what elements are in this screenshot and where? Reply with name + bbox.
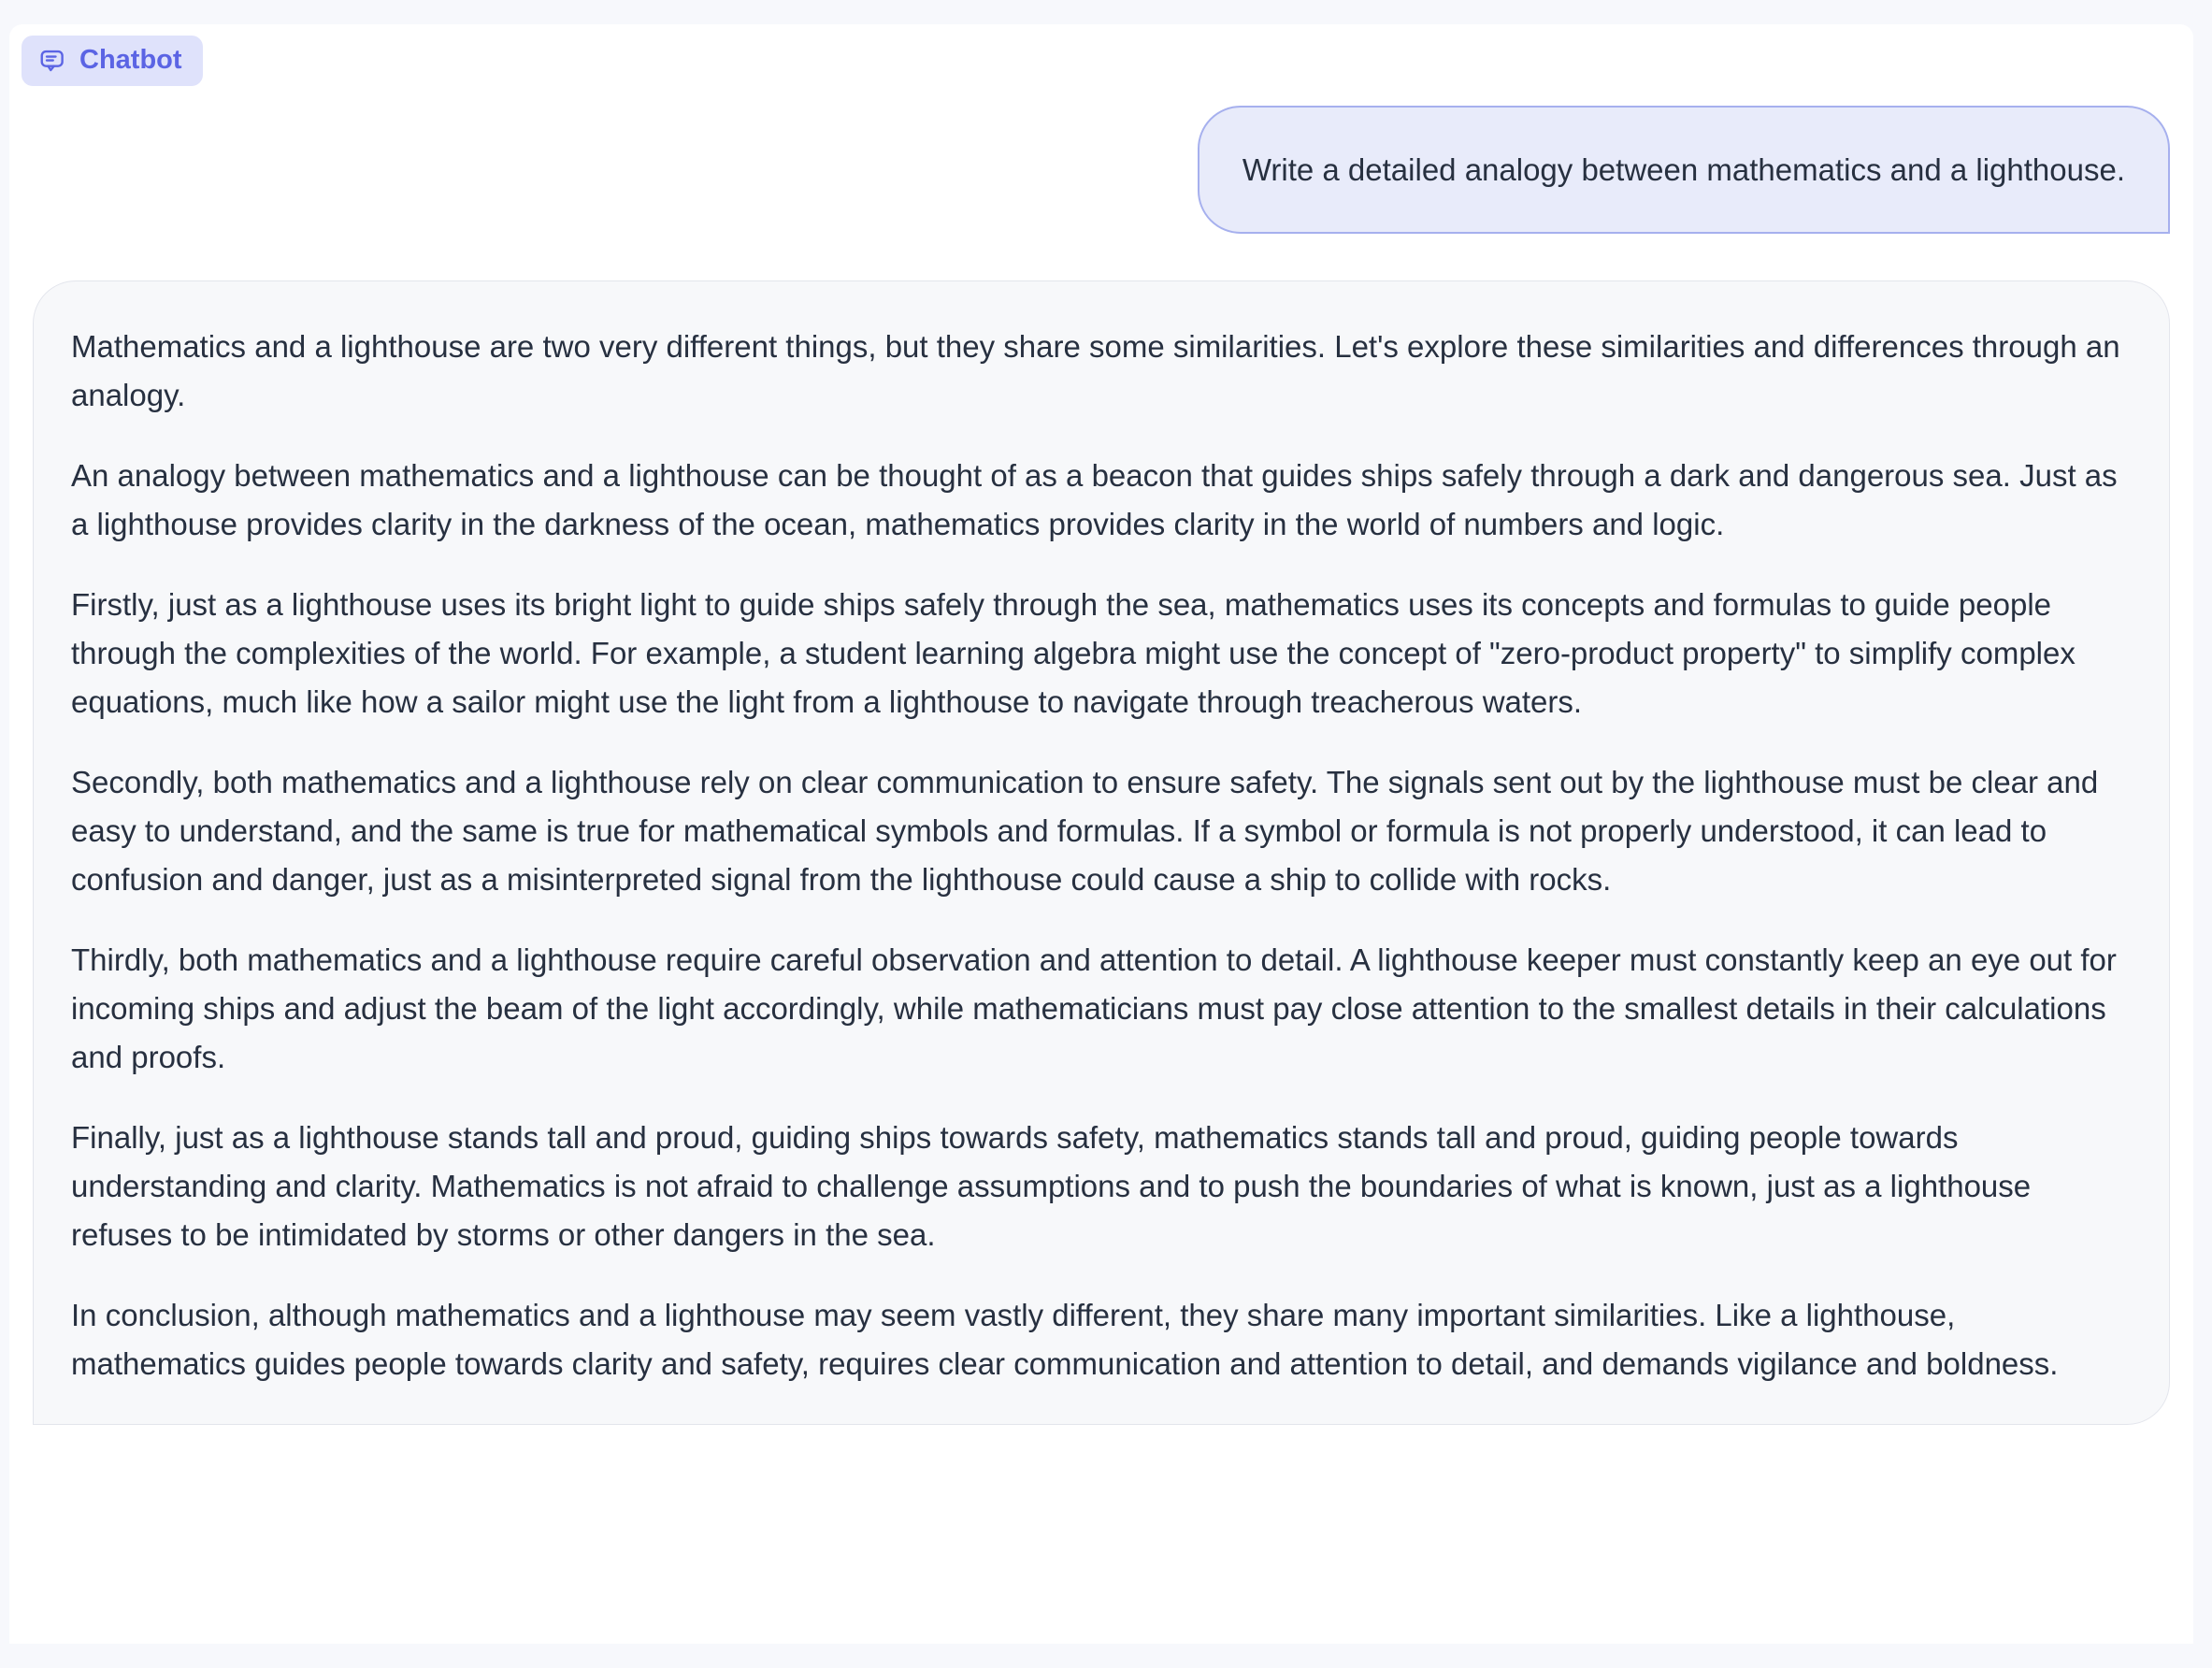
- bot-message-paragraph: In conclusion, although mathematics and a lighthouse may seem vastly different, they share many important similarities. Like a lighthouse, mathematics guides people towards clarity and safety, requires clear communication and attention to detail, and demands vigilance and boldness.: [71, 1297, 2059, 1381]
- user-message-text: Write a detailed analogy between mathematics and a lighthouse.: [1242, 151, 2125, 187]
- bot-message-paragraph: An analogy between mathematics and a lighthouse can be thought of as a beacon that guides ships safely through a dark and dangerous sea. Just as a lighthouse provides clarity in the darkness of the ocean, mathematics provides clarity in the world of numbers and logic.: [71, 457, 2118, 541]
- bot-message-paragraph: Finally, just as a lighthouse stands tall and proud, guiding ships towards safety, mathematics stands tall and proud, guiding people towards understanding and clarity. Mathematics is not afraid to challenge assumptions and to push the boundaries of what is known, just as a lighthouse refuses to be intimidated by storms or other dangers in the sea.: [71, 1119, 2032, 1252]
- chat-bubble-icon: [38, 47, 66, 75]
- chatbot-label-text: Chatbot: [79, 45, 182, 75]
- chatbot-label-badge: [22, 36, 203, 86]
- page-background: [0, 24, 2212, 1668]
- bot-message-paragraph: Firstly, just as a lighthouse uses its bright light to guide ships safely through the sea, mathematics uses its concepts and formulas to guide people through the complexities of the world. For example, a student learning algebra might use the concept of "zero-product property" to simplify complex equations, much like how a sailor might use the light from a lighthouse to navigate through treacherous waters.: [71, 586, 2076, 719]
- bot-message-paragraph: Thirdly, both mathematics and a lighthouse require careful observation and attention to detail. A lighthouse keeper must constantly keep an eye out for incoming ships and adjust the beam of the light accordingly, while mathematicians must pay close attention to the smallest details in their calculations and proofs.: [71, 942, 2117, 1074]
- bot-message-paragraph: Mathematics and a lighthouse are two very different things, but they share some similarities. Let's explore these similarities and differences through an analogy.: [71, 328, 2120, 412]
- bot-message-bubble[interactable]: [33, 280, 2170, 1425]
- bot-message-paragraph: Secondly, both mathematics and a lighthouse rely on clear communication to ensure safety. The signals sent out by the lighthouse must be clear and easy to understand, and the same is true for mathematical symbols and formulas. If a symbol or formula is not properly understood, it can lead to confusion and danger, just as a misinterpreted signal from the lighthouse could cause a ship to collide with rocks.: [71, 764, 2099, 897]
- user-message-row: [33, 106, 2170, 234]
- chatbot-component: [9, 24, 2193, 1644]
- chat-log[interactable]: [33, 106, 2170, 1425]
- user-message-bubble[interactable]: [1198, 106, 2170, 234]
